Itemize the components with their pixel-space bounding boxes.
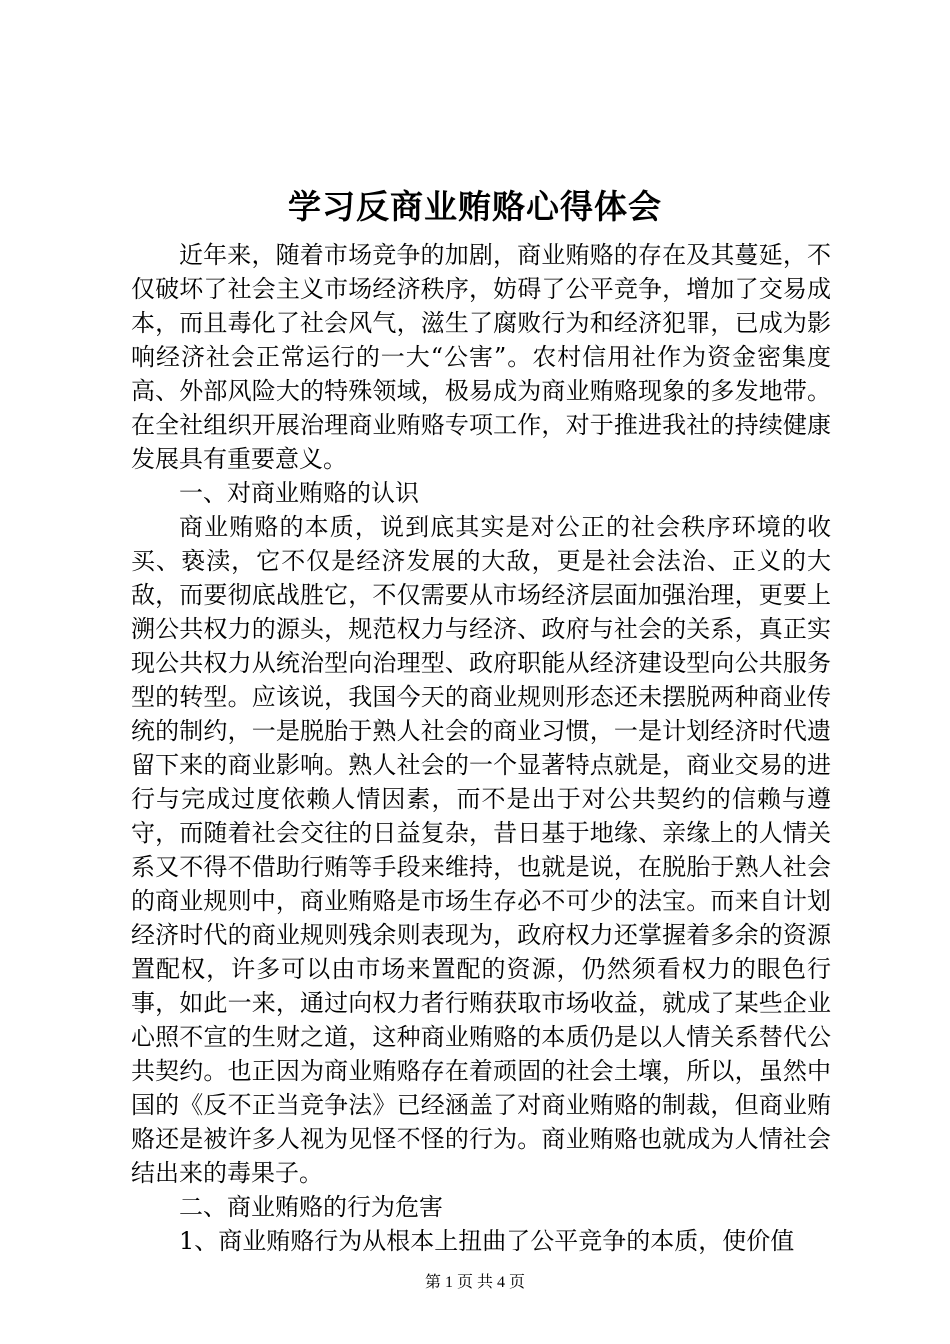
section-heading-1: 一、对商业贿赂的认识 — [179, 479, 419, 507]
section-heading-2: 二、商业贿赂的行为危害 — [179, 1193, 443, 1221]
paragraph-harm-1: 1、商业贿赂行为从根本上扭曲了公平竞争的本质，使价值 — [179, 1227, 795, 1255]
page-title: 学习反商业贿赂心得体会 — [288, 187, 662, 226]
document-body — [131, 238, 831, 1258]
paragraph-nature: 商业贿赂的本质，说到底其实是对公正的社会秩序环境的收买、亵渎，它不仅是经济发展的大敌，更是社会法治、正义的大敌，而要彻底战胜它，不仅需要从市场经济层面加强治理，更要上溯公共权力的源头，规范权力与经济、政府与社会的关系，真正实现公共权力从统治型向治理型、政府职能从经济建设型向公共服务型的转型。应该说，我国今天的商业规则形态还未摆脱两种商业传统的制约，一是脱胎于熟人社会的商业习惯，一是计划经济时代遗留下来的商业影响。熟人社会的一个显著特点就是，商业交易的进行与完成过度依赖人情因素，而不是出于对公共契约的信赖与遵守，而随着社会交往的日益复杂，昔日基于地缘、亲缘上的人情关系又不得不借助行贿等手段来维持，也就是说，在脱胎于熟人社会的商业规则中，商业贿赂是市场生存必不可少的法宝。而来自计划经济时代的商业规则残余则表现为，政府权力还掌握着多余的资源置配权，许多可以由市场来置配的资源，仍然须看权力的眼色行事，如此一来，通过向权力者行贿获取市场收益，就成了某些企业心照不宣的生财之道，这种商业贿赂的本质仍是以人情关系替代公共契约。也正因为商业贿赂存在着顽固的社会土壤，所以，虽然中国的《反不正当竞争法》已经涵盖了对商业贿赂的制裁，但商业贿赂还是被许多人视为见怪不怪的行为。商业贿赂也就成为人情社会结出来的毒果子。 — [131, 513, 831, 1187]
page-footer: 第 1 页 共 4 页 — [424, 1274, 525, 1291]
paragraph-intro: 近年来，随着市场竞争的加剧，商业贿赂的存在及其蔓延，不仅破坏了社会主义市场经济秩序，妨碍了公平竞争，增加了交易成本，而且毒化了社会风气，滋生了腐败行为和经济犯罪，已成为影响经济社会正常运行的一大“公害”。农村信用社作为资金密集度高、外部风险大的特殊领域，极易成为商业贿赂现象的多发地带。在全社组织开展治理商业贿赂专项工作，对于推进我社的持续健康发展具有重要意义。 — [131, 241, 831, 473]
